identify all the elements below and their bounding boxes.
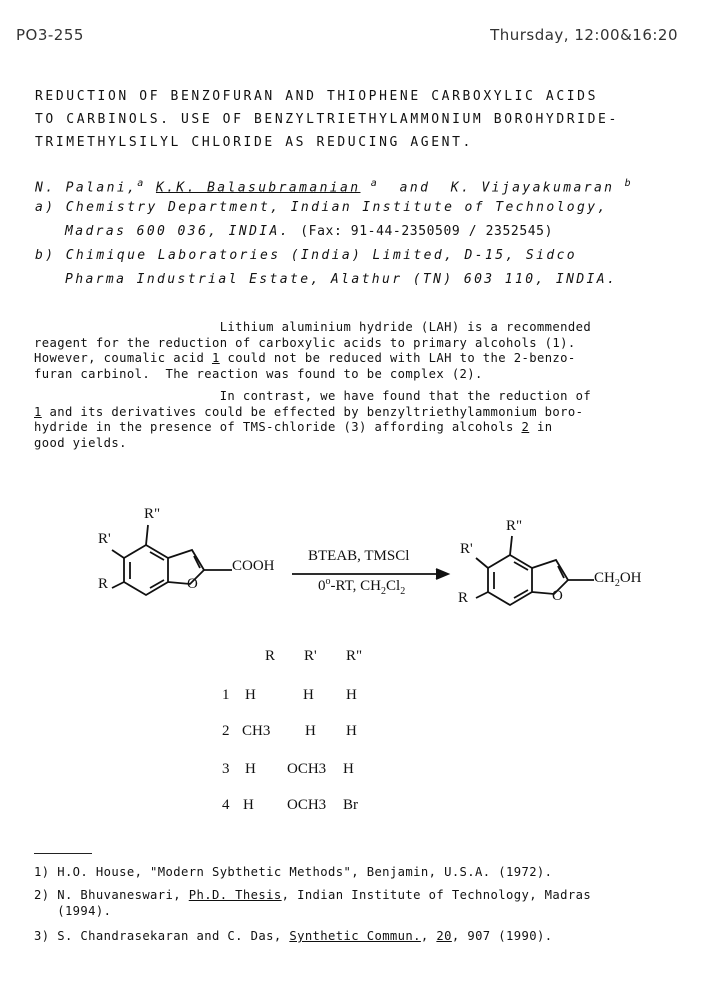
title-line-1: REDUCTION OF BENZOFURAN AND THIOPHENE CARBOXYLIC ACIDS xyxy=(35,89,599,104)
left-r2-label: R" xyxy=(144,506,161,522)
affiliation-b: b) Chimique Laboratories (India) Limited, D-15, Sidco xyxy=(35,248,578,263)
reference-2: 2) N. Bhuvaneswari, Ph.D. Thesis, Indian Institute of Technology, Madras (1994). xyxy=(34,888,592,918)
author-1: N. Palani, xyxy=(35,180,138,196)
table-header-r1: R' xyxy=(304,648,317,664)
author-3: K. Vijayakumaran xyxy=(450,180,615,196)
table-row-3-r1: OCH3 xyxy=(287,761,327,777)
table-row-4-n: 4 xyxy=(222,797,230,813)
table-row-4-r1: OCH3 xyxy=(287,797,327,813)
table-header-r2: R" xyxy=(346,648,363,664)
reagent-top: BTEAB, TMSCl xyxy=(308,548,410,564)
table-row-3-r2: H xyxy=(343,761,354,777)
left-r-label: R xyxy=(98,576,109,592)
title-line-3: TRIMETHYLSILYL CHLORIDE AS REDUCING AGENT. xyxy=(35,135,473,150)
table-row-2-r: CH3 xyxy=(242,723,271,739)
table-row-4-r: H xyxy=(243,797,254,813)
paragraph-2: In contrast, we have found that the reduction of 1 and its derivatives could be effected by benzyltriethylammonium boro- hydride in the presence of TMS-chloride (3) affording alcohols 2 in good yields. xyxy=(34,389,592,450)
right-o-label: O xyxy=(552,588,563,604)
session-time: Thursday, 12:00&16:20 xyxy=(490,26,678,44)
table-row-4-r2: Br xyxy=(343,797,358,813)
table-row-3-r: H xyxy=(245,761,256,777)
affiliation-b-cont: Pharma Industrial Estate, Alathur (TN) 603 110, INDIA. xyxy=(65,272,618,287)
paragraph-1: Lithium aluminium hydride (LAH) is a recommended reagent for the reduction of carboxylic acids to primary alcohols (1). However, coumalic acid 1 could not be reduced with LAH to the 2-benzo- furan carbinol. The reaction was found to be complex (2). xyxy=(34,320,592,381)
table-row-1-r2: H xyxy=(346,687,357,703)
left-o-label: O xyxy=(187,576,198,592)
reference-3: 3) S. Chandrasekaran and C. Das, Synthetic Commun., 20, 907 (1990). xyxy=(34,929,553,943)
table-header-r: R xyxy=(265,648,276,664)
table-row-2-r2: H xyxy=(346,723,357,739)
table-row-2-r1: H xyxy=(305,723,316,739)
table-row-1-r: H xyxy=(245,687,256,703)
affiliation-a: a) Chemistry Department, Indian Institute of Technology, xyxy=(35,200,608,215)
reagent-bottom: 0$^o$-RT, $CH_2Cl_2$ xyxy=(318,576,406,597)
footnote-rule xyxy=(34,853,92,854)
reference-1: 1) H.O. House, "Modern Sybthetic Methods", Benjamin, U.S.A. (1972). xyxy=(34,865,553,879)
reaction-scheme-structures xyxy=(0,500,704,630)
right-r2-label: R" xyxy=(506,518,523,534)
author-line: N. Palani,$^a$ K.K. Balasubramanian $^a$ and K. Vijayakumaran $^b$ xyxy=(35,178,634,196)
ch2oh-label: $CH_2OH$ xyxy=(594,570,642,589)
table-row-3-n: 3 xyxy=(222,761,230,777)
title-line-2: TO CARBINOLS. USE OF BENZYLTRIETHYLAMMONIUM BOROHYDRIDE- xyxy=(35,112,619,127)
table-row-1-n: 1 xyxy=(222,687,230,703)
right-r-label: R xyxy=(458,590,469,606)
cooh-label: COOH xyxy=(232,558,275,574)
table-row-1-r1: H xyxy=(303,687,314,703)
right-r1-label: R' xyxy=(460,541,473,557)
table-row-2-n: 2 xyxy=(222,723,230,739)
page-code: PO3-255 xyxy=(16,26,84,44)
author-2: K.K. Balasubramanian xyxy=(155,180,361,196)
affiliation-a-cont: Madras 600 036, INDIA. (Fax: 91-44-2350509 / 2352545) xyxy=(65,224,554,239)
left-r1-label: R' xyxy=(98,531,111,547)
